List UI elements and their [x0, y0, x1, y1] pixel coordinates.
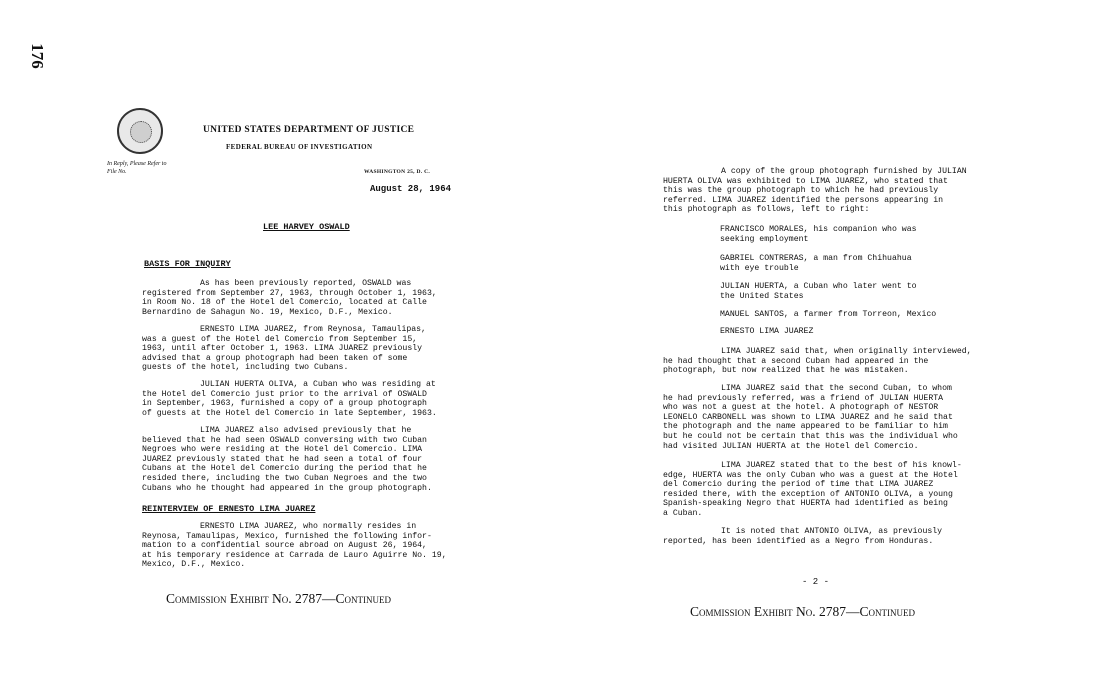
- paragraph: [142, 380, 437, 418]
- list-item: [720, 254, 912, 273]
- heading-basis-for-inquiry: BASIS FOR INQUIRY: [144, 259, 231, 269]
- reply-note: [107, 160, 197, 176]
- text-line: LIMA JUAREZ also advised previously that he: [200, 426, 412, 435]
- text-line: ERNESTO LIMA JUAREZ, who normally resides in: [200, 522, 417, 531]
- text-line: at his temporary residence at Carrada de Lauro Aguirre No. 19,: [142, 550, 447, 560]
- text-line: reported, has been identified as a Negro from Honduras.: [663, 536, 934, 546]
- text-line: the Hotel del Comercio just prior to the arrival of OSWALD: [142, 389, 427, 399]
- letterhead-location: WASHINGTON 25, D. C.: [364, 169, 431, 175]
- text-line: Cubans who he thought had appeared in the group photograph.: [142, 483, 432, 493]
- list-item: [720, 310, 936, 320]
- text-line: HUERTA OLIVA was exhibited to LIMA JUAREZ, who stated that: [663, 176, 948, 186]
- text-line: the United States: [720, 291, 804, 301]
- text-line: LIMA JUAREZ said that, when originally interviewed,: [721, 347, 972, 356]
- text-line: LIMA JUAREZ stated that to the best of his knowl-: [721, 461, 962, 470]
- text-line: A copy of the group photograph furnished by JULIAN: [721, 167, 967, 176]
- text-line: Bernardino de Sahagun No. 19, Mexico, D.F., Mexico.: [142, 307, 393, 317]
- list-item: [720, 327, 813, 337]
- paragraph: [663, 347, 972, 376]
- text-line: ERNESTO LIMA JUAREZ: [720, 327, 814, 336]
- text-line: had visited JULIAN HUERTA at the Hotel del Comercio.: [663, 441, 919, 451]
- text-line: of guests at the Hotel del Comercio in late September, 1963.: [142, 408, 437, 418]
- heading-reinterview: REINTERVIEW OF ERNESTO LIMA JUAREZ: [142, 504, 316, 514]
- memo-subject: LEE HARVEY OSWALD: [263, 222, 350, 232]
- paragraph: [663, 167, 967, 215]
- text-line: Negroes who were residing at the Hotel del Comercio. LIMA: [142, 445, 423, 455]
- text-line: photograph, but now realized that he was mistaken.: [663, 366, 909, 376]
- list-item: [720, 282, 917, 301]
- paragraph: [142, 426, 432, 493]
- text-line: JUAREZ previously stated that he had seen a total of four: [142, 454, 423, 464]
- page-number: 176: [28, 43, 47, 69]
- text-line: advised that a group photograph had been taken of some: [142, 353, 408, 363]
- text-line: the photograph and the name appeared to be familiar to him: [663, 422, 948, 432]
- list-item: [720, 225, 917, 244]
- paragraph: [663, 461, 962, 519]
- text-line: he had thought that a second Cuban had appeared in the: [663, 356, 929, 366]
- text-line: in Room No. 18 of the Hotel del Comercio, located at Calle: [142, 298, 427, 308]
- text-line: registered from September 27, 1963, through October 1, 1963,: [142, 288, 437, 298]
- fbi-seal-icon: [117, 108, 163, 154]
- text-line: guests of the hotel, including two Cubans.: [142, 363, 349, 373]
- text-line: a Cuban.: [663, 508, 703, 518]
- text-line: mation to a confidential source abroad on August 26, 1964,: [142, 541, 427, 551]
- text-line: edge, HUERTA was the only Cuban who was a guest at the Hotel: [663, 470, 958, 480]
- left-exhibit-caption: Commission Exhibit No. 2787—Continued: [166, 591, 391, 606]
- text-line: believed that he had seen OSWALD conversing with two Cuban: [142, 435, 427, 445]
- right-exhibit-caption: Commission Exhibit No. 2787—Continued: [690, 604, 915, 619]
- bureau-name: FEDERAL BUREAU OF INVESTIGATION: [226, 143, 373, 151]
- paragraph: [663, 384, 958, 451]
- memo-date: August 28, 1964: [370, 184, 452, 194]
- text-line: resided there, with the exception of ANTONIO OLIVA, a young: [663, 489, 953, 499]
- paragraph: [142, 522, 447, 570]
- text-line: with eye trouble: [720, 263, 799, 273]
- page-marker: - 2 -: [802, 577, 830, 587]
- text-line: MANUEL SANTOS, a farmer from Torreon, Mexico: [720, 310, 937, 319]
- text-line: resided there, including the two Cuban Negroes and the two: [142, 473, 427, 483]
- text-line: LIMA JUAREZ said that the second Cuban, to whom: [721, 384, 952, 393]
- text-line: ERNESTO LIMA JUAREZ, from Reynosa, Tamaulipas,: [200, 325, 427, 334]
- paragraph: [142, 325, 426, 373]
- text-line: GABRIEL CONTRERAS, a man from Chihuahua: [720, 254, 912, 263]
- text-line: 1963, until after October 1, 1963. LIMA JUAREZ previously: [142, 344, 423, 354]
- text-line: del Comercio during the period of time that LIMA JUAREZ: [663, 480, 934, 490]
- reply-note-line: File No.: [107, 169, 127, 175]
- text-line: Cubans at the Hotel del Comercio during the period that he: [142, 464, 427, 474]
- department-name: UNITED STATES DEPARTMENT OF JUSTICE: [203, 125, 415, 135]
- text-line: Reynosa, Tamaulipas, Mexico, furnished the following infor-: [142, 531, 432, 541]
- text-line: JULIAN HUERTA OLIVA, a Cuban who was residing at: [200, 380, 436, 389]
- text-line: Spanish-speaking Negro that HUERTA had identified as being: [663, 499, 948, 509]
- text-line: in September, 1963, furnished a copy of a group photograph: [142, 399, 427, 409]
- text-line: Mexico, D.F., Mexico.: [142, 560, 246, 570]
- text-line: As has been previously reported, OSWALD was: [200, 279, 412, 288]
- text-line: referred. LIMA JUAREZ identified the persons appearing in: [663, 195, 944, 205]
- text-line: who was not a guest at the hotel. A photograph of NESTOR: [663, 403, 939, 413]
- paragraph: [663, 527, 942, 546]
- text-line: he had previously referred, was a friend of JULIAN HUERTA: [663, 393, 944, 403]
- text-line: this photograph as follows, left to right:: [663, 205, 870, 215]
- text-line: FRANCISCO MORALES, his companion who was: [720, 225, 917, 234]
- text-line: LEONELO CARBONELL was shown to LIMA JUAREZ and he said that: [663, 412, 953, 422]
- text-line: seeking employment: [720, 234, 809, 244]
- text-line: was a guest of the Hotel del Comercio from September 15,: [142, 334, 418, 344]
- text-line: this was the group photograph to which he had previously: [663, 186, 939, 196]
- text-line: JULIAN HUERTA, a Cuban who later went to: [720, 282, 917, 291]
- text-line: but he could not be certain that this was the individual who: [663, 431, 958, 441]
- paragraph: [142, 279, 437, 317]
- text-line: It is noted that ANTONIO OLIVA, as previously: [721, 527, 943, 536]
- reply-note-line: In Reply, Please Refer to: [107, 161, 167, 167]
